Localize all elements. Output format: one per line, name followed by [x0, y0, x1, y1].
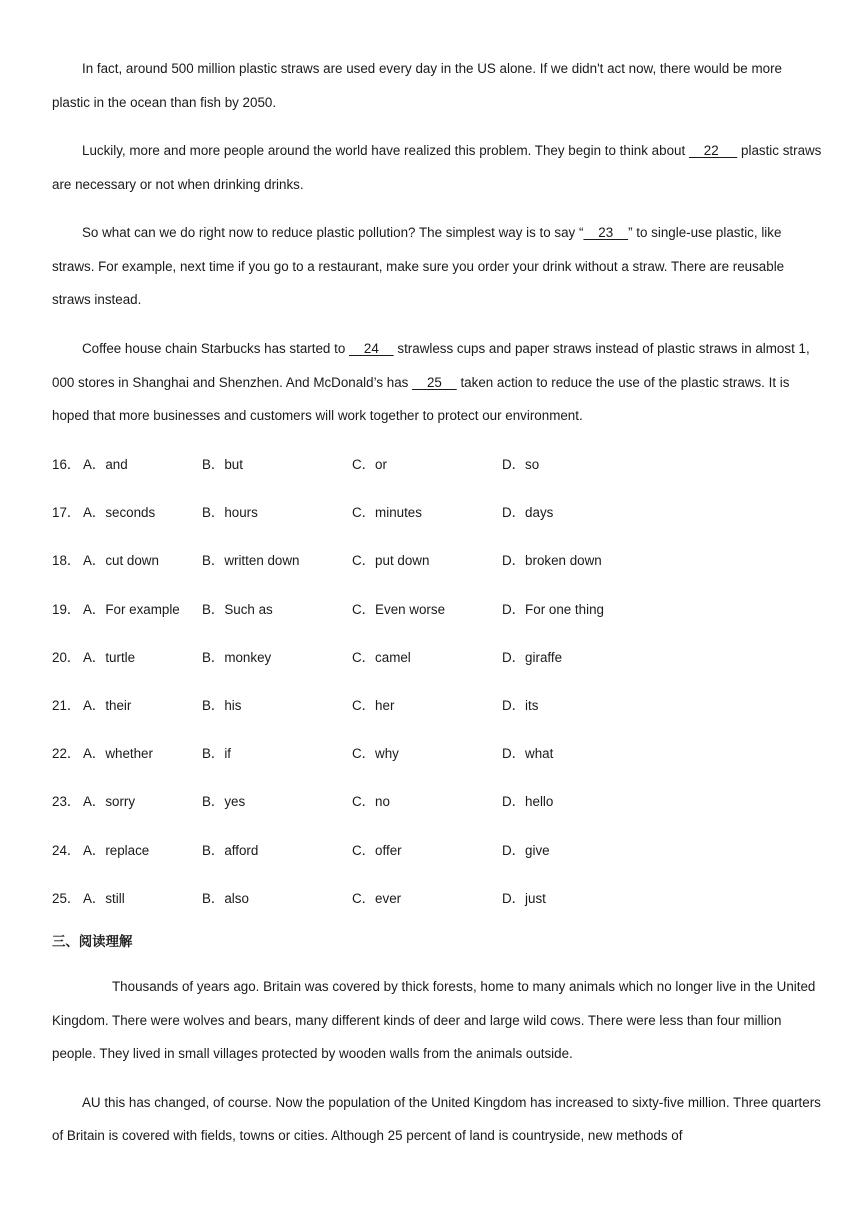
option-c[interactable]: C．ever: [352, 890, 402, 906]
question-row: [52, 496, 822, 544]
option-c[interactable]: C．no: [352, 794, 390, 810]
option-b[interactable]: B．hours: [202, 505, 258, 521]
option-b[interactable]: B．yes: [202, 794, 246, 810]
option-a[interactable]: A．and: [83, 457, 128, 472]
option-a[interactable]: A．replace: [83, 842, 150, 858]
paragraph-1: [52, 52, 822, 119]
section-title: 三、阅读理解: [52, 935, 133, 950]
question-number: 25．: [52, 890, 81, 906]
option-c[interactable]: C．camel: [352, 649, 411, 665]
blank-25[interactable]: 25: [412, 374, 457, 390]
question-number: 19．: [52, 601, 81, 617]
option-a[interactable]: A．turtle: [83, 649, 136, 665]
option-a[interactable]: A．sorry: [83, 794, 136, 810]
paragraph-3: [52, 216, 822, 317]
option-c[interactable]: C．or: [352, 457, 387, 472]
option-d[interactable]: D．days: [502, 505, 554, 521]
question-number: 17．: [52, 505, 81, 521]
paragraph-3-pre: So what can we do right now to reduce plastic pollution? The simplest way is to say “: [82, 225, 584, 240]
option-c[interactable]: C．why: [352, 746, 399, 762]
option-a[interactable]: A．cut down: [83, 553, 159, 569]
reading-paragraph-2-text: AU this has changed, of course. Now the population of the United Kingdom has increased to sixty-five million. Three quarters of Britain is covered with fields, towns or cities. Although 25 percent of land is countryside, new methods of: [52, 1094, 821, 1144]
option-b[interactable]: B．his: [202, 697, 242, 713]
option-d[interactable]: D．what: [502, 746, 554, 762]
option-d[interactable]: D．so: [502, 457, 540, 472]
option-d[interactable]: D．giraffe: [502, 649, 563, 665]
paragraph-4-pre: Coffee house chain Starbucks has started to: [82, 341, 349, 356]
option-a[interactable]: A．still: [83, 890, 125, 906]
paragraph-3-post: ” to single-use plastic, like straws. For example, next time if you go to a restaurant, make sure you order your drink without a straw. There are reusable straws instead.: [52, 225, 785, 308]
paragraph-2-pre: Luckily, more and more people around the world have realized this problem. They begin to think about: [82, 143, 689, 158]
option-b[interactable]: B．afford: [202, 842, 259, 858]
question-number: 24．: [52, 842, 81, 858]
option-b[interactable]: B．if: [202, 746, 232, 762]
paragraph-4-post: taken action to reduce the use of the plastic straws. It is hoped that more businesses and customers will work together to protect our environment.: [52, 374, 790, 424]
option-d[interactable]: D．broken down: [502, 553, 602, 569]
question-row: [52, 785, 822, 833]
option-c[interactable]: C．put down: [352, 553, 430, 569]
question-row: [52, 641, 822, 689]
blank-24[interactable]: 24: [348, 341, 394, 356]
option-d[interactable]: D．just: [502, 890, 546, 906]
reading-paragraph-1: [52, 970, 822, 1071]
question-row: [52, 448, 822, 496]
option-b[interactable]: B．Such as: [202, 601, 273, 617]
question-options: [52, 448, 822, 930]
question-number: 20．: [52, 649, 81, 665]
question-row: [52, 689, 822, 737]
option-a[interactable]: A．their: [83, 697, 132, 713]
paragraph-2-post: plastic straws are necessary or not when drinking drinks.: [52, 143, 822, 192]
option-c[interactable]: C．offer: [352, 842, 402, 858]
option-a[interactable]: A．seconds: [83, 505, 156, 521]
option-d[interactable]: D．its: [502, 697, 539, 713]
reading-paragraph-1-text: Thousands of years ago. Britain was covered by thick forests, home to many animals which no longer live in the United Kingdom. There were wolves and bears, many different kinds of deer and large wild cows. There were less than four million people. They lived in small villages protected by wooden walls from the animals outside.: [52, 979, 816, 1062]
question-row: [52, 593, 822, 641]
option-b[interactable]: B．monkey: [202, 649, 272, 665]
question-row: [52, 834, 822, 882]
option-b[interactable]: B．also: [202, 890, 249, 906]
paragraph-4: [52, 332, 822, 433]
question-number: 18．: [52, 553, 81, 569]
option-b[interactable]: B．written down: [202, 553, 300, 569]
option-d[interactable]: D．hello: [502, 794, 554, 810]
question-number: 22．: [52, 746, 81, 762]
option-c[interactable]: C．Even worse: [352, 601, 446, 617]
option-c[interactable]: C．minutes: [352, 505, 422, 521]
paragraph-4-mid: strawless cups and paper straws instead of plastic straws in almost 1, 000 stores in Shanghai and Shenzhen. And McDonald’s has: [52, 341, 810, 390]
option-a[interactable]: A．whether: [83, 746, 153, 762]
option-c[interactable]: C．her: [352, 697, 395, 713]
option-a[interactable]: A．For example: [83, 601, 180, 617]
paragraph-1-text: In fact, around 500 million plastic straws are used every day in the US alone. If we didn't act now, there would be more plastic in the ocean than fish by 2050.: [52, 61, 782, 110]
paragraph-2: [52, 134, 822, 201]
reading-paragraph-2: [52, 1086, 822, 1153]
question-row: [52, 544, 822, 592]
option-d[interactable]: D．For one thing: [502, 601, 604, 617]
option-d[interactable]: D．give: [502, 842, 550, 858]
question-number: 23．: [52, 794, 81, 810]
blank-23[interactable]: 23: [583, 225, 629, 240]
option-b[interactable]: B．but: [202, 457, 243, 472]
question-number: 16．: [52, 457, 81, 472]
question-row: [52, 737, 822, 785]
question-row: [52, 882, 822, 930]
blank-22[interactable]: 22: [688, 143, 738, 158]
reading-passage: [52, 970, 822, 1153]
question-number: 21．: [52, 697, 81, 713]
